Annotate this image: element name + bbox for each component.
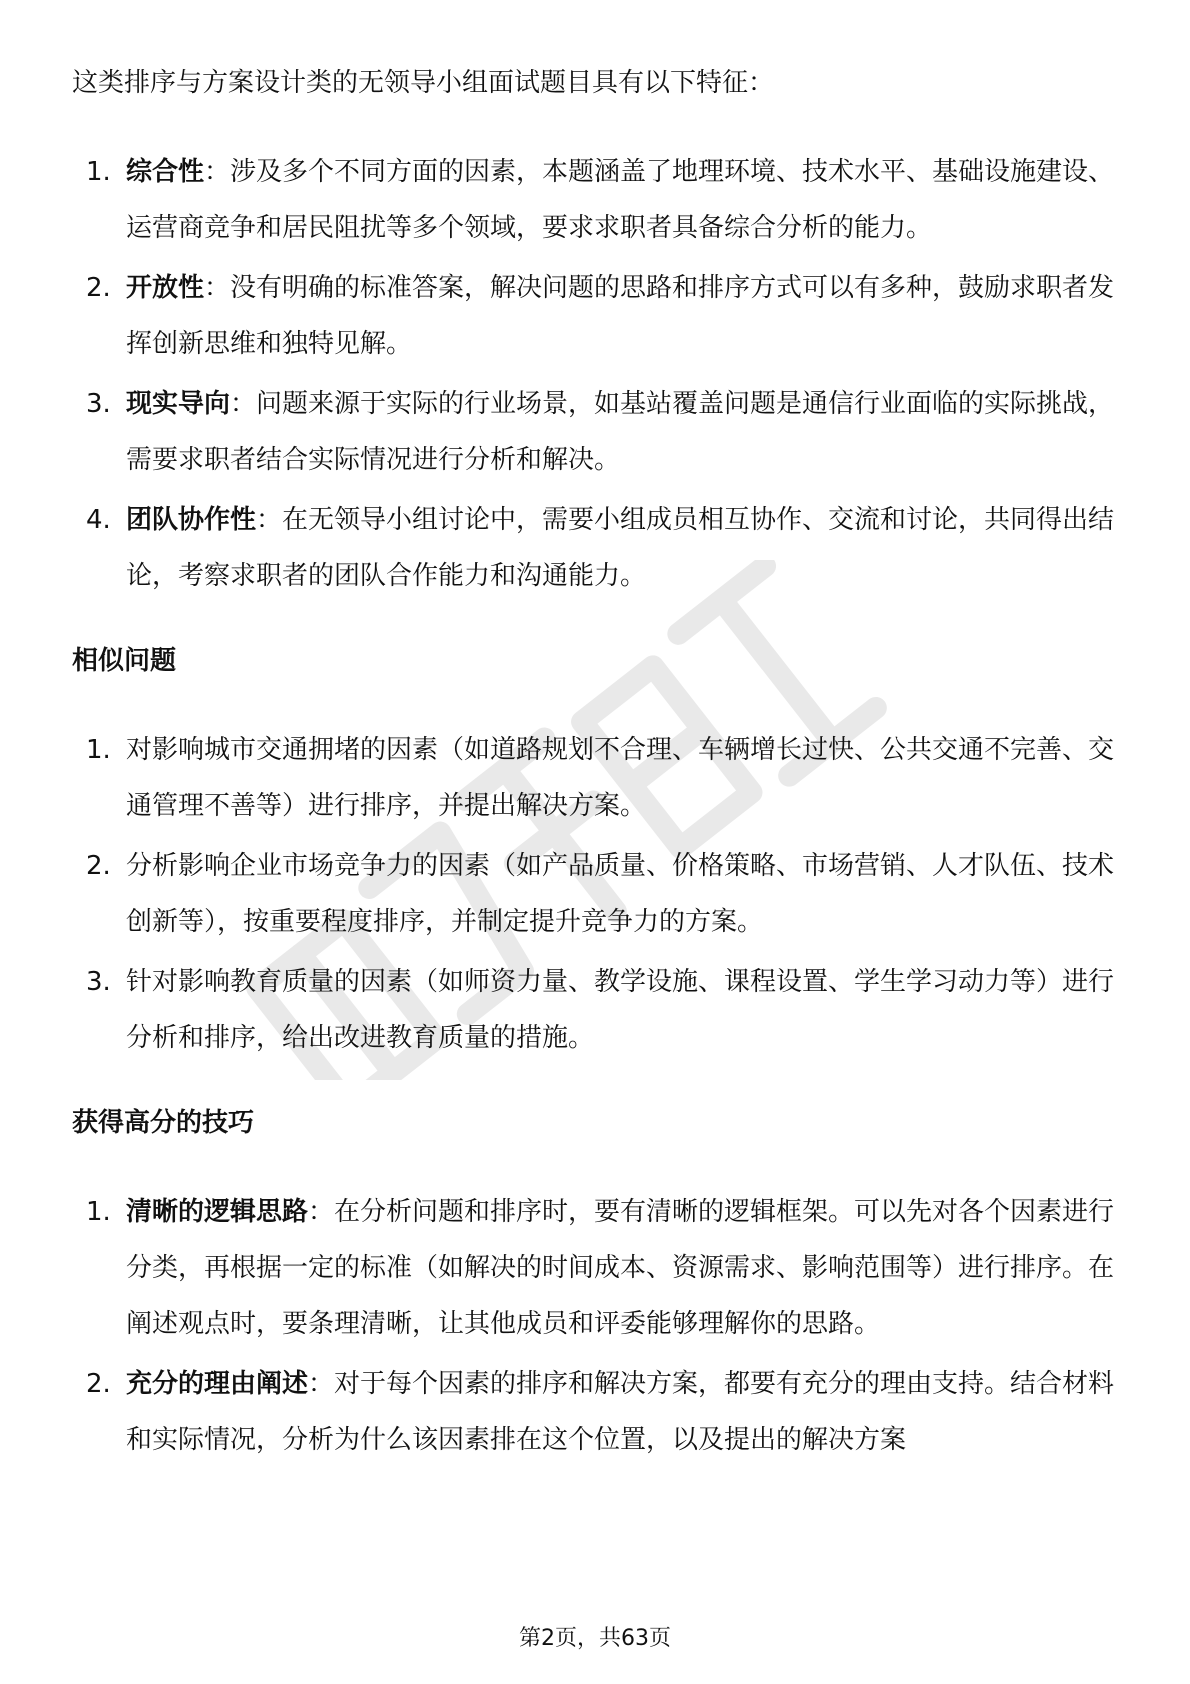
feature-text: ：在无领导小组讨论中，需要小组成员相互协作、交流和讨论，共同得出结论，考察求职者的团队合作能力和沟通能力。 — [126, 505, 1115, 591]
list-number: 2. — [86, 851, 111, 881]
feature-term: 团队协作性 — [126, 505, 257, 535]
feature-text: ：没有明确的标准答案，解决问题的思路和排序方式可以有多种，鼓励求职者发挥创新思维和独特见解。 — [126, 273, 1115, 359]
list-number: 4. — [86, 505, 111, 535]
tips-list — [72, 1184, 1122, 1468]
question-text: 针对影响教育质量的因素（如师资力量、教学设施、课程设置、学生学习动力等）进行分析和排序，给出改进教育质量的措施。 — [126, 967, 1115, 1053]
list-number: 3. — [86, 967, 111, 997]
feature-term: 现实导向 — [126, 389, 231, 419]
similar-questions-list — [72, 722, 1122, 1066]
page-number: 第2页，共63页 — [519, 1626, 671, 1651]
feature-text: ：问题来源于实际的行业场景，如基站覆盖问题是通信行业面临的实际挑战，需要求职者结合实际情况进行分析和解决。 — [126, 389, 1115, 475]
tip-term: 充分的理由阐述 — [126, 1369, 309, 1399]
features-list — [72, 144, 1122, 604]
section-heading-similar: 相似问题 — [72, 646, 177, 676]
feature-term: 综合性 — [126, 157, 205, 187]
list-item — [72, 954, 1122, 1066]
list-item — [72, 376, 1122, 488]
document-body — [72, 56, 1122, 1472]
list-item — [72, 1184, 1122, 1352]
tip-text: ：在分析问题和排序时，要有清晰的逻辑框架。可以先对各个因素进行分类，再根据一定的标准（如解决的时间成本、资源需求、影响范围等）进行排序。在阐述观点时，要条理清晰，让其他成员和评委能够理解你的思路。 — [126, 1197, 1115, 1339]
list-number: 2. — [86, 1369, 111, 1399]
tip-term: 清晰的逻辑思路 — [126, 1197, 309, 1227]
list-item — [72, 838, 1122, 950]
list-number: 1. — [86, 157, 111, 187]
section-heading-tips: 获得高分的技巧 — [72, 1108, 255, 1138]
intro-text: 这类排序与方案设计类的无领导小组面试题目具有以下特征： — [72, 68, 775, 98]
list-item — [72, 260, 1122, 372]
list-number: 1. — [86, 735, 111, 765]
list-number: 2. — [86, 273, 111, 303]
list-item — [72, 1356, 1122, 1468]
feature-text: ：涉及多个不同方面的因素，本题涵盖了地理环境、技术水平、基础设施建设、运营商竞争和居民阻扰等多个领域，要求求职者具备综合分析的能力。 — [126, 157, 1115, 243]
list-item — [72, 144, 1122, 256]
question-text: 对影响城市交通拥堵的因素（如道路规划不合理、车辆增长过快、公共交通不完善、交通管理不善等）进行排序，并提出解决方案。 — [126, 735, 1115, 821]
tip-text: ：对于每个因素的排序和解决方案，都要有充分的理由支持。结合材料和实际情况，分析为什么该因素排在这个位置，以及提出的解决方案 — [126, 1369, 1115, 1455]
list-number: 3. — [86, 389, 111, 419]
list-item — [72, 722, 1122, 834]
feature-term: 开放性 — [126, 273, 205, 303]
question-text: 分析影响企业市场竞争力的因素（如产品质量、价格策略、市场营销、人才队伍、技术创新等），按重要程度排序，并制定提升竞争力的方案。 — [126, 851, 1115, 937]
list-item — [72, 492, 1122, 604]
list-number: 1. — [86, 1197, 111, 1227]
